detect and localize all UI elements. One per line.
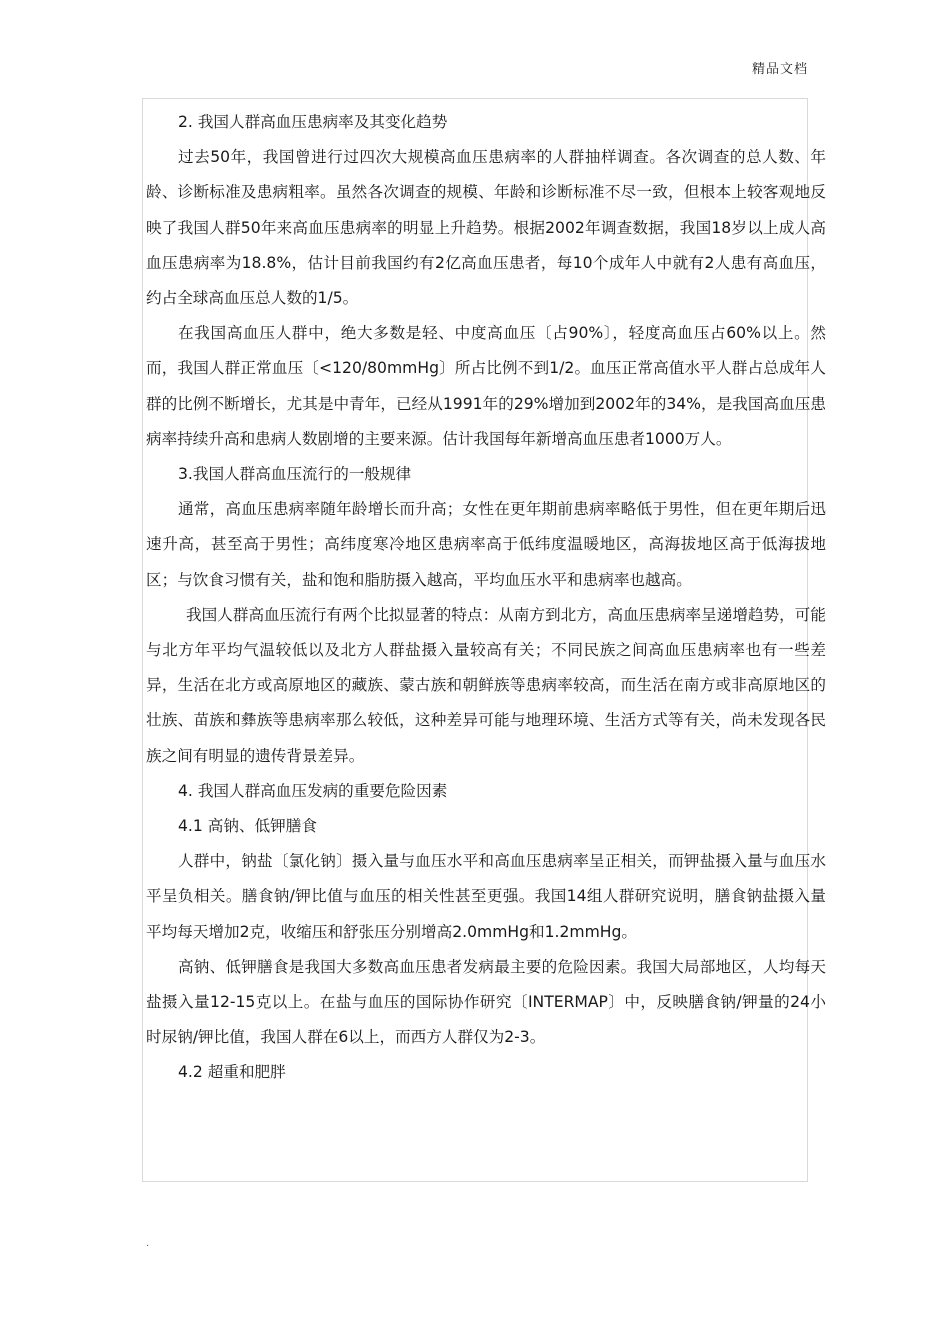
paragraph: 人群中，钠盐〔氯化钠〕摄入量与血压水平和高血压患病率呈正相关，而钾盐摄入量与血压水平呈负相关。膳食钠/钾比值与血压的相关性甚至更强。我国14组人群研究说明，膳食钠盐摄入量平均每天增加2克，收缩压和舒张压分别增高2.0mmHg和1.2mmHg。 bbox=[146, 852, 826, 941]
section-heading-4: 4. 我国人群高血压发病的重要危险因素 bbox=[178, 781, 448, 800]
subsection-heading-4-2: 4.2 超重和肥胖 bbox=[178, 1063, 286, 1082]
section-heading-3: 3.我国人群高血压流行的一般规律 bbox=[178, 465, 412, 484]
content-body bbox=[146, 105, 826, 1091]
paragraph: 通常，高血压患病率随年龄增长而升高；女性在更年期前患病率略低于男性，但在更年期后迅速升高，甚至高于男性；高纬度寒冷地区患病率高于低纬度温暖地区，高海拔地区高于低海拔地区；与饮食习惯有关，盐和饱和脂肪摄入越高，平均血压水平和患病率也越高。 bbox=[146, 500, 826, 589]
subsection-heading-4-1: 4.1 高钠、低钾膳食 bbox=[178, 817, 317, 836]
paragraph: 我国人群高血压流行有两个比拟显著的特点：从南方到北方，高血压患病率呈递增趋势，可能与北方年平均气温较低以及北方人群盐摄入量较高有关；不同民族之间高血压患病率也有一些差异，生活在北方或高原地区的藏族、蒙古族和朝鲜族等患病率较高，而生活在南方或非高原地区的壮族、苗族和彝族等患病率那么较低，这种差异可能与地理环境、生活方式等有关，尚未发现各民族之间有明显的遗传背景差异。 bbox=[146, 605, 826, 765]
section-heading-2: 2. 我国人群高血压患病率及其变化趋势 bbox=[178, 113, 448, 131]
footer-mark: . bbox=[146, 1238, 150, 1249]
paragraph: 在我国高血压人群中，绝大多数是轻、中度高血压〔占90%〕，轻度高血压占60%以上。然而，我国人群正常血压〔<120/80mmHg〕所占比例不到1/2。血压正常高值水平人群占总成年人群的比例不断增长，尤其是中青年，已经从1991年的29%增加到2002年的34%，是我国高血压患病率持续升高和患病人数剧增的主要来源。估计我国每年新增高血压患者1000万人。 bbox=[146, 324, 826, 448]
content-box bbox=[142, 98, 826, 1182]
header-label: 精品文档 bbox=[751, 62, 808, 77]
paragraph: 高钠、低钾膳食是我国大多数高血压患者发病最主要的危险因素。我国大局部地区，人均每天盐摄入量12-15克以上。在盐与血压的国际协作研究〔INTERMAP〕中，反映膳食钠/钾量的24小时尿钠/钾比值，我国人群在6以上，而西方人群仅为2-3。 bbox=[146, 957, 826, 1047]
paragraph: 过去50年，我国曾进行过四次大规模高血压患病率的人群抽样调查。各次调查的总人数、年龄、诊断标准及患病粗率。虽然各次调查的规模、年龄和诊断标准不尽一致，但根本上较客观地反映了我国人群50年来高血压患病率的明显上升趋势。根据2002年调查数据，我国18岁以上成人高血压患病率为18.8%，估计目前我国约有2亿高血压患者，每10个成年人中就有2人患有高血压，约占全球高血压总人数的1/5。 bbox=[146, 148, 826, 308]
